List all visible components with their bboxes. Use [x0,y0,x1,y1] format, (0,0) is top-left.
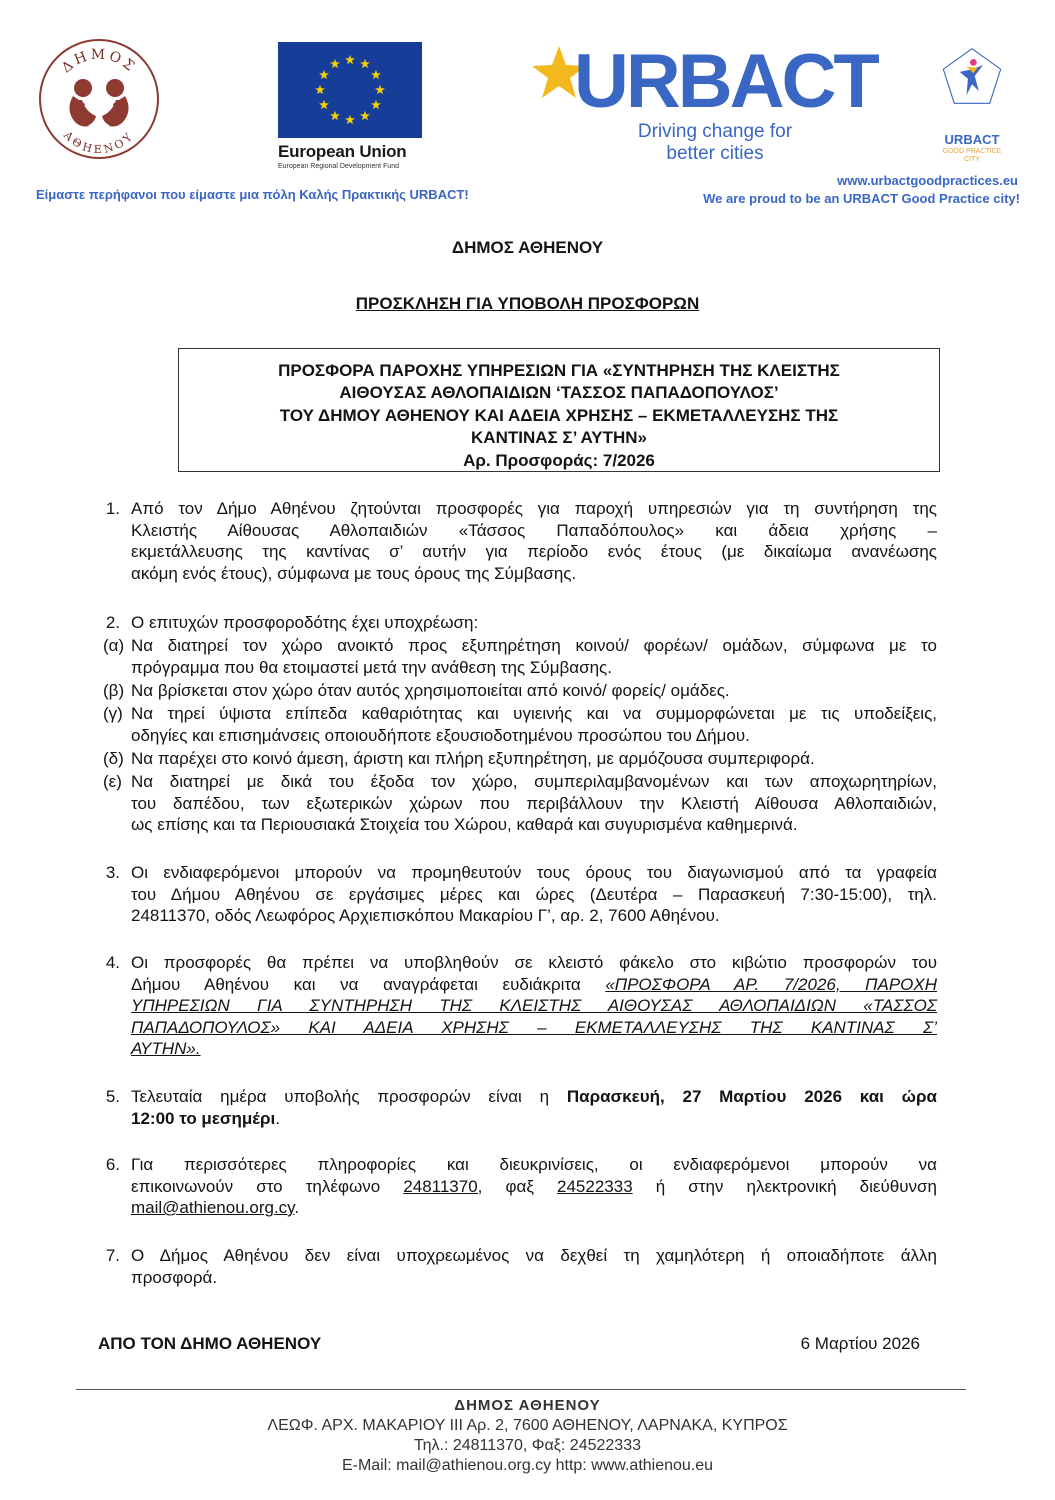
paragraph-number: 3. [105,863,120,882]
paragraph-7 [131,1245,937,1288]
paragraph-line: Κλειστής Αίθουσας Αθλοπαιδιών «Τάσσος Παπαδόπουλος» και άδεια χρήσης – [131,520,937,540]
paragraph-1 [131,498,937,584]
paragraph-text: φαξ [482,1176,558,1196]
paragraph-line: ακόμη ενός έτους), σύμφωνα με τους όρους της Σύμβασης. [131,563,577,583]
deadline-time: 12:00 το μεσημέρι [131,1108,276,1128]
urbact-tagline-line2: better cities [666,143,764,164]
dimos-athienou-seal [38,38,160,160]
list-item-line: του δαπέδου, των εξωτερικών χώρων που περιβάλλουν την Κλειστή Αίθουσα Αθλοπαιδιών, [131,793,937,813]
offer-label-emphasis: ΠΑΠΑΔΟΠΟΥΛΟΣ» ΚΑΙ ΑΔΕΙΑ ΧΡΗΣΗΣ – ΕΚΜΕΤΑΛΛΕΥΣΗΣ ΤΗΣ ΚΑΝΤΙΝΑΣ Σ’ [131,1017,937,1037]
paragraph-5 [131,1086,937,1129]
list-item-line: Να παρέχει στο κοινό άμεση, άριστη και πλήρη εξυπηρέτηση, με αρμόζουσα συμπεριφορά. [131,749,815,768]
list-item [131,771,937,836]
paragraph-4 [131,952,937,1060]
paragraph-number: 5. [105,1087,120,1106]
paragraph-line: Για περισσότερες πληροφορίες και διευκρινίσεις, οι ενδιαφερόμενοι μπορούν να [131,1155,937,1174]
list-item-label: (α) [103,636,125,655]
paragraph-3 [131,862,937,927]
paragraph-line [131,1176,937,1198]
signoff: ΑΠΟ ΤΟΝ ΔΗΜΟ ΑΘΗΕΝΟΥ [98,1334,322,1353]
footer-divider [76,1389,966,1390]
offer-title-line: ΑΙΘΟΥΣΑΣ ΑΘΛΟΠΑΙΔΙΩΝ ‘ΤΑΣΣΟΣ ΠΑΠΑΔΟΠΟΥΛΟΣ’ [339,383,779,403]
offer-title-line: ΠΡΟΣΦΟΡΑ ΠΑΡΟΧΗΣ ΥΠΗΡΕΣΙΩΝ ΓΙΑ «ΣΥΝΤΗΡΗΣΗ ΤΗΣ ΚΛΕΙΣΤΗΣ [278,361,840,380]
offer-title-text [178,360,940,472]
document-date: 6 Μαρτίου 2026 [800,1334,920,1353]
paragraph-line: Οι ενδιαφερόμενοι μπορούν να προμηθευτούν τους όρους του διαγωνισμού από τα γραφεία [131,863,937,882]
offer-label-emphasis: «ΠΡΟΣΦΟΡΑ ΑΡ. 7/2026, ΠΑΡΟΧΗ [605,974,937,994]
offer-title-line: ΤΟΥ ΔΗΜΟΥ ΑΘΗΕΝΟΥ ΚΑΙ ΑΔΕΙΑ ΧΡΗΣΗΣ – ΕΚΜΕΤΑΛΛΕΥΣΗΣ ΤΗΣ [279,405,839,425]
paragraph-line: 24811370, οδός Λεωφόρος Αρχιεπισκόπου Μακαρίου Γ’, αρ. 2, 7600 Αθηένου. [131,906,720,925]
list-item [131,635,937,678]
paragraph-text: ή στην ηλεκτρονική διεύθυνση [632,1176,937,1196]
good-practice-sub [924,148,1020,164]
list-item-label: (β) [103,681,125,700]
paragraph-line [131,1086,937,1108]
footer-address: ΛΕΩΦ. ΑΡΧ. ΜΑΚΑΡΙΟΥ ΙΙΙ Αρ. 2, 7600 ΑΘΗΕΝΟΥ, ΛΑΡΝΑΚΑ, ΚΥΠΡΟΣ [267,1417,788,1434]
municipality-heading: ΔΗΜΟΣ ΑΘΗΕΝΟΥ [451,238,604,257]
urbact-url-link[interactable]: www.urbactgoodpractices.eu [837,173,1018,188]
svg-text:ΔΗΜΟΣ: ΔΗΜΟΣ [58,46,140,77]
offer-label-emphasis: ΑΥΤΗΝ». [131,1039,201,1058]
paragraph-line: προσφορά. [131,1267,218,1287]
list-item-line: Να διατηρεί τον χώρο ανοικτό προς εξυπηρέτηση κοινού/ φορέων/ ομάδων, σύμφωνα με το [131,636,937,655]
paragraph-2-intro: Ο επιτυχών προσφοροδότης έχει υποχρέωση: [131,613,479,632]
list-item [131,680,937,702]
paragraph-text: . [275,1108,280,1128]
email-link[interactable]: mail@athienou.org.cy [131,1198,295,1217]
paragraph-text: Τελευταία ημέρα υποβολής προσφορών είναι η [131,1087,567,1106]
list-item-line: Να τηρεί ύψιστα επίπεδα καθαριότητας και υγιεινής και να συμμορφώνεται με τις υποδείξεις, [131,704,937,723]
list-item [131,748,937,770]
list-item-line: οδηγίες και επισημάνσεις οποιουδήποτε εξουσιοδοτημένου προσώπου του Δήμου. [131,725,750,745]
good-practice-sub-line1: GOOD PRACTICE [942,148,1002,155]
invitation-heading: ΠΡΟΣΚΛΗΣΗ ΓΙΑ ΥΠΟΒΟΛΗ ΠΡΟΣΦΟΡΩΝ [355,294,700,313]
list-item [131,703,937,746]
fax-number[interactable]: 24522333 [557,1176,633,1196]
paragraph-line: Από τον Δήμο Αθηένου ζητούνται προσφορές για παροχή υπηρεσιών για τη συντήρηση της [131,499,937,518]
paragraph-number: 4. [105,953,120,972]
paragraph-text: Δήμου Αθηένου και να αναγράφεται ευδιάκριτα [131,974,606,994]
paragraph-line [131,1197,937,1219]
phone-number[interactable]: 24811370, [403,1176,483,1196]
european-union-logo [278,42,424,170]
footer-org: ΔΗΜΟΣ ΑΘΗΕΝΟΥ [454,1397,601,1414]
paragraph-line: εκμετάλλευσης της καντίνας σ’ αυτήν για περίοδο ενός έτους (με δικαίωμα ανανέωσης [131,542,937,561]
proud-statement-greek: Είμαστε περήφανοι που είμαστε μια πόλη Καλής Πρακτικής URBACT! [36,187,469,202]
deadline-date: Παρασκευή, 27 Μαρτίου 2026 και ώρα [566,1087,937,1106]
list-item-label: (ε) [103,772,122,791]
offer-label-emphasis: ΥΠΗΡΕΣΙΩΝ ΓΙΑ ΣΥΝΤΗΡΗΣΗ ΤΗΣ ΚΛΕΙΣΤΗΣ ΑΙΘΟΥΣΑΣ ΑΘΛΟΠΑΙΔΙΩΝ «ΤΑΣΣΟΣ [131,996,937,1015]
paragraph-text: επικοινωνούν στο τηλέφωνο [131,1176,404,1196]
offer-title-line: ΚΑΝΤΙΝΑΣ Σ’ ΑΥΤΗΝ» [471,428,647,448]
paragraph-line: του Δήμου Αθηένου σε εργάσιμες μέρες και ώρες (Δευτέρα – Παρασκευή 7:30-15:00), τηλ. [131,884,937,904]
paragraph-line: Οι προσφορές θα πρέπει να υποβληθούν σε κλειστό φάκελο στο κιβώτιο προσφορών του [131,953,937,972]
paragraph-number: 1. [105,499,120,518]
good-practice-sub-line2: CITY [964,156,980,163]
paragraph-number: 6. [105,1155,120,1174]
eu-subtitle: European Regional Development Fund [278,163,400,170]
proud-statement-english: We are proud to be an URBACT Good Practice city! [703,191,1020,206]
paragraph-line [131,974,937,996]
eu-title: European Union [278,142,407,161]
svg-text:ΑΘΗΕΝΟΥ: ΑΘΗΕΝΟΥ [61,128,137,157]
paragraph-line: Ο Δήμος Αθηένου δεν είναι υποχρεωμένος να δεχθεί τη χαμηλότερη ή οποιαδήποτε άλλη [131,1246,937,1265]
paragraph-line [131,1108,937,1130]
good-practice-city-badge [924,46,1020,132]
list-item-line: ως επίσης και τα Περιουσιακά Στοιχεία του Χώρου, καθαρά και συγυρισμένα καθημερινά. [131,815,798,834]
urbact-tagline-line1: Driving change for [637,121,793,142]
paragraph-text: . [294,1198,300,1217]
list-item-label: (δ) [103,749,124,768]
urbact-wordmark: URBACT [574,39,877,124]
offer-number: Αρ. Προσφοράς: 7/2026 [463,450,655,470]
good-practice-label: URBACT [944,132,1000,147]
list-item-line: πρόγραμμα που θα ετοιμαστεί μετά την ανάθεση της Σύμβασης. [131,657,612,677]
paragraph-number: 2. [105,613,120,632]
list-item-line: Να βρίσκεται στον χώρο όταν αυτός χρησιμοποιείται από κοινό/ φορείς/ ομάδες. [131,681,730,700]
eu-flag-icon [278,42,422,138]
footer-phones: Τηλ.: 24811370, Φαξ: 24522333 [414,1437,641,1454]
list-item-label: (γ) [103,704,123,723]
list-item-line: Να διατηρεί με δικά του έξοδα τον χώρο, συμπεριλαμβανομένων και των αποχωρητηρίων, [131,772,937,791]
footer-contact[interactable]: E-Mail: mail@athienou.org.cy http: www.athienou.eu [341,1457,714,1474]
paragraph-6 [131,1154,937,1219]
urbact-tagline [612,121,818,165]
paragraph-number: 7. [105,1246,120,1265]
